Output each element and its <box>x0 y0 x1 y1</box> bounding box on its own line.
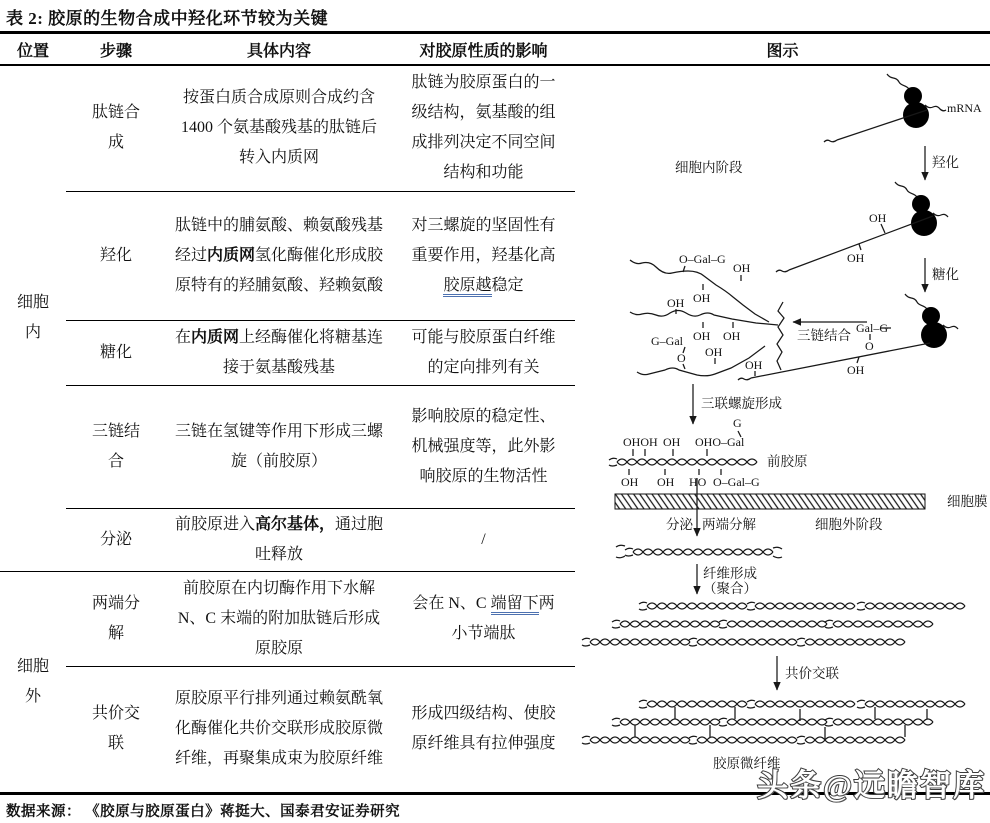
text-segment: 可能与胶原蛋白纤维的定向排列有关 <box>411 328 556 376</box>
text-segment: 会在 N、C <box>412 594 491 612</box>
label-o: O <box>865 339 874 353</box>
label-oh: OH <box>733 261 751 275</box>
label-oh: OH <box>663 435 681 449</box>
text-segment: 上经酶催化将糖基连接于氨基酸残基 <box>222 328 384 376</box>
label-crosslink: 共价交联 <box>785 666 839 681</box>
label-mrna: mRNA <box>947 101 982 115</box>
cell-content-4 <box>166 508 392 571</box>
label-oh: OH <box>745 358 763 372</box>
text-segment: 内质网 <box>190 328 239 346</box>
label-cleavage: 两端分解 <box>702 517 756 532</box>
label-fiber-form: 纤维形成 <box>703 566 757 581</box>
header-impact: 对胶原性质的影响 <box>392 33 575 66</box>
label-o: O <box>677 351 686 365</box>
label-o-gal-g: O–Gal–G <box>713 475 760 489</box>
watermark: 头条@远瞻智库 <box>757 768 986 803</box>
label-helix-form: 三联螺旋形成 <box>701 396 782 411</box>
text-segment: 前胶原进入 <box>174 515 255 533</box>
text-segment: 胶原越 <box>443 277 491 297</box>
label-oh: OH <box>693 291 711 305</box>
cell-content-2 <box>166 320 392 385</box>
label-triple-join: 三链结合 <box>797 328 851 343</box>
cell-impact-0 <box>392 65 575 191</box>
label-oho-gal: OHO–Gal <box>695 435 745 449</box>
label-oh: OH <box>693 329 711 343</box>
label-oh: OH <box>705 345 723 359</box>
cell-content-1 <box>166 191 392 320</box>
header-figure: 图示 <box>575 33 990 66</box>
text-segment: 肽链中的脯氨酸、赖氨酸残基经过 <box>174 216 383 264</box>
cell-impact-3 <box>392 385 575 508</box>
tropocollagen-braid <box>616 545 782 558</box>
label-gal: Gal–G <box>856 321 888 335</box>
label-stage-extracellular: 细胞外阶段 <box>815 517 883 532</box>
header-row <box>0 33 990 66</box>
data-source-value: 《胶原与胶原蛋白》蒋挺大、国泰君安证券研究 <box>85 803 401 820</box>
data-source-label: 数据来源： <box>6 803 81 820</box>
cell-step-4: 分泌 <box>66 508 166 571</box>
label-g: G <box>733 416 742 430</box>
cell-impact-1 <box>392 191 575 320</box>
text-segment: 在 <box>174 328 191 346</box>
text-segment: 原胶原平行排列通过赖氨酰氧化酶催化共价交联形成胶原微纤维，再聚集成束为胶原纤维 <box>174 690 383 767</box>
collagen-table <box>0 31 990 795</box>
label-procollagen: 前胶原 <box>767 454 808 469</box>
cell-step-5: 两端分解 <box>66 571 166 666</box>
text-segment: 按蛋白质合成原则合成约含 1400 个氨基酸残基的肽链后转入内质网 <box>180 89 377 167</box>
label-secretion: 分泌 <box>666 517 693 532</box>
cell-impact-5 <box>392 571 575 666</box>
figure-cell <box>575 65 990 793</box>
cell-content-5 <box>166 571 392 666</box>
label-ohoh: OHOH <box>623 435 658 449</box>
label-o-gal-g: O–Gal–G <box>679 252 726 266</box>
label-g-gal: G–Gal <box>651 334 683 348</box>
text-segment: 稳定 <box>491 276 524 294</box>
text-segment: 氢化酶催化形成胶原特有的羟脯氨酸、羟赖氨酸 <box>174 246 384 294</box>
label-ho: HO <box>689 475 707 489</box>
label-oh: OH <box>621 475 639 489</box>
text-segment: 内质网 <box>206 246 255 264</box>
cell-step-6: 共价交联 <box>91 705 140 752</box>
text-segment: 肽链为胶原蛋白的一级结构，氨基酸的组成排列决定不同空间结构和功能 <box>411 74 556 182</box>
table-title: 表 2: 胶原的生物合成中羟化环节较为关键 <box>6 9 329 28</box>
cell-step-2: 糖化 <box>66 320 166 385</box>
label-oh: OH <box>723 329 741 343</box>
group-intracellular: 细胞内 <box>0 65 66 571</box>
table-row <box>0 65 990 191</box>
label-membrane: 细胞膜 <box>947 494 988 509</box>
label-oh: OH <box>667 296 685 310</box>
text-segment: 高尔基体， <box>254 515 335 533</box>
label-oh: OH <box>869 211 887 225</box>
label-oh: OH <box>847 363 865 377</box>
label-microfibril: 胶原微纤维 <box>713 756 781 771</box>
label-stage-intracellular: 细胞内阶段 <box>675 160 743 175</box>
cell-content-6 <box>166 666 392 793</box>
microfibril-rows <box>582 700 965 744</box>
cell-impact-4 <box>392 508 575 571</box>
cell-step-0: 肽链合成 <box>66 65 166 191</box>
cell-content-3 <box>166 385 392 508</box>
text-segment: / <box>481 530 486 548</box>
label-glycosylation: 糖化 <box>932 267 959 282</box>
cell-step-3: 三链结合 <box>66 385 166 508</box>
cell-step-1: 羟化 <box>66 191 166 320</box>
text-segment: 端留下 <box>491 595 539 615</box>
label-hydroxylation: 羟化 <box>932 155 959 170</box>
text-segment: 影响胶原的稳定性、机械强度等，此外影响胶原的生物活性 <box>411 407 556 485</box>
text-segment: 前胶原在内切酶作用下水解 N、C 末端的附加肽链后形成原胶原 <box>177 579 381 657</box>
label-oh: OH <box>847 251 865 265</box>
text-segment: 对三螺旋的坚固性有重要作用，羟基化高 <box>411 216 556 264</box>
ribosome-1 <box>824 74 946 142</box>
text-segment: 通过胞吐释放 <box>254 515 384 563</box>
label-polymer: （聚合） <box>703 581 757 596</box>
text-segment: 形成四级结构、使胶原纤维具有拉伸强度 <box>411 705 556 752</box>
cell-impact-2 <box>392 320 575 385</box>
text-segment: 三链在氢键等作用下形成三螺旋（前胶原） <box>174 422 383 470</box>
cell-content-0 <box>166 65 392 191</box>
header-step: 步骤 <box>66 33 166 66</box>
header-position: 位置 <box>0 33 66 66</box>
cell-membrane-band <box>615 494 925 509</box>
group-extracellular: 细胞外 <box>16 657 49 705</box>
fibril-rows <box>582 602 965 646</box>
text-segment: 两小节端肽 <box>451 594 555 642</box>
header-content: 具体内容 <box>166 33 392 66</box>
cell-impact-6 <box>392 666 575 793</box>
label-oh: OH <box>657 475 675 489</box>
collagen-diagram <box>575 66 990 794</box>
